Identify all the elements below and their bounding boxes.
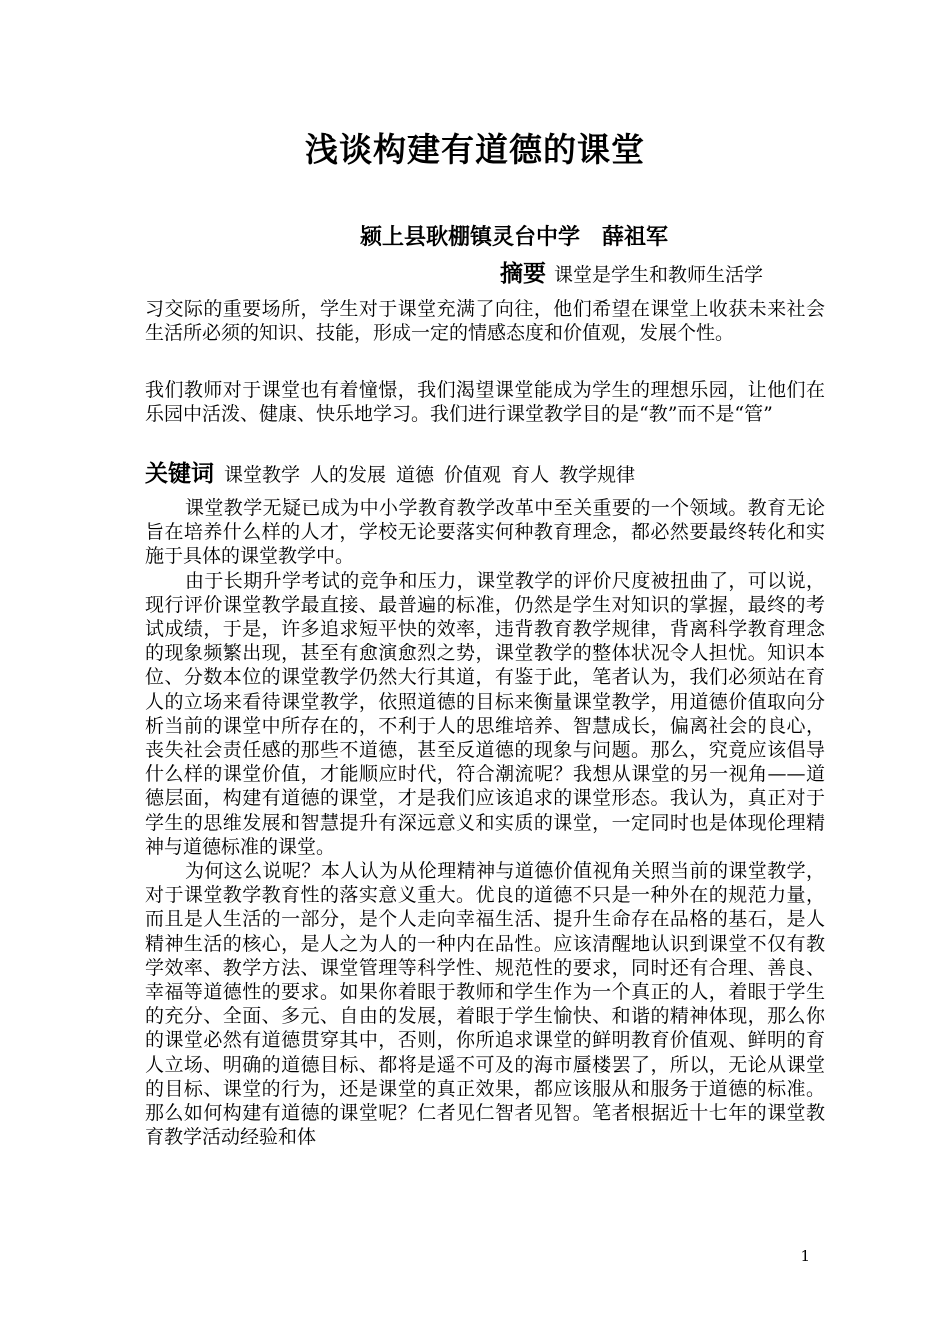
keyword-item: 课堂教学 — [224, 464, 301, 486]
keyword-item: 教学规律 — [559, 464, 636, 486]
body-paragraph: 由于长期升学考试的竞争和压力，课堂教学的评价尺度被扭曲了，可以说，现行评价课堂教学最直接、最普遍的标准，仍然是学生对知识的掌握，最终的考试成绩，于是，许多追求短平快的效率，违背教育教学规律，背离科学教育理念的现象频繁出现，甚至有愈演愈烈之势，课堂教学的整体状况令人担忧。知识本位、分数本位的课堂教学仍然大行其道，有鉴于此，笔者认为，我们必须站在育人的立场来看待课堂教学，依照道德的目标来衡量课堂教学，用道德价值取向分析当前的课堂中所存在的，不利于人的思维培养、智慧成长，偏离社会的良心，丧失社会责任感的那些不道德，甚至反道德的现象与问题。那么，究竟应该倡导什么样的课堂价值，才能顺应时代，符合潮流呢？我想从课堂的另一视角——道德层面，构建有道德的课堂，才是我们应该追求的课堂形态。我认为，真正对于学生的思维发展和智慧提升有深远意义和实质的课堂，一定同时也是体现伦理精神与道德标准的课堂。 — [145, 569, 825, 858]
body-paragraph: 课堂教学无疑已成为中小学教育教学改革中至关重要的一个领域。教育无论旨在培养什么样的人才，学校无论要落实何种教育理念，都必然要最终转化和实施于具体的课堂教学中。 — [145, 497, 825, 568]
keywords-line — [145, 458, 635, 492]
keyword-item: 道德 — [396, 464, 435, 486]
abstract-header — [500, 258, 763, 292]
keyword-item: 人的发展 — [310, 464, 387, 486]
abstract-first-line: 课堂是学生和教师生活学 — [554, 264, 764, 286]
author-line: 颍上县耿棚镇灵台中学 薛祖军 — [360, 224, 669, 250]
page-number: 1 — [800, 1247, 810, 1265]
keywords-label: 关键词 — [145, 460, 214, 487]
keyword-item: 价值观 — [444, 464, 502, 486]
abstract-paragraph-2-text: 我们教师对于课堂也有着憧憬，我们渴望课堂能成为学生的理想乐园，让他们在乐园中活泼、健康、快乐地学习。我们进行课堂教学目的是“教”而不是“管” — [145, 379, 825, 426]
document-title: 浅谈构建有道德的课堂 — [305, 130, 645, 169]
abstract-paragraph-1 — [145, 297, 825, 345]
body-text — [145, 496, 825, 1149]
abstract-paragraph-1-text: 习交际的重要场所，学生对于课堂充满了向往，他们希望在课堂上收获未来社会生活所必须的知识、技能，形成一定的情感态度和价值观，发展个性。 — [145, 298, 825, 345]
keyword-item: 育人 — [511, 464, 550, 486]
abstract-paragraph-2 — [145, 378, 825, 426]
abstract-label: 摘要 — [500, 260, 546, 287]
body-paragraph: 为何这么说呢？本人认为从伦理精神与道德价值视角关照当前的课堂教学，对于课堂教学教育性的落实意义重大。优良的道德不只是一种外在的规范力量，而且是人生活的一部分，是个人走向幸福生活、提升生命存在品格的基石，是人精神生活的核心，是人之为人的一种内在品性。应该清醒地认识到课堂不仅有教学效率、教学方法、课堂管理等科学性、规范性的要求，同时还有合理、善良、幸福等道德性的要求。如果你着眼于教师和学生作为一个真正的人，着眼于学生的充分、全面、多元、自由的发展，着眼于学生愉快、和谐的精神体现，那么你的课堂必然有道德贯穿其中，否则，你所追求课堂的鲜明教育价值观、鲜明的育人立场、明确的道德目标、都将是遥不可及的海市蜃楼罢了，所以，无论从课堂的目标、课堂的行为，还是课堂的真正效果，都应该服从和服务于道德的标准。那么如何构建有道德的课堂呢？仁者见仁智者见智。笔者根据近十七年的课堂教育教学活动经验和体 — [145, 860, 825, 1149]
